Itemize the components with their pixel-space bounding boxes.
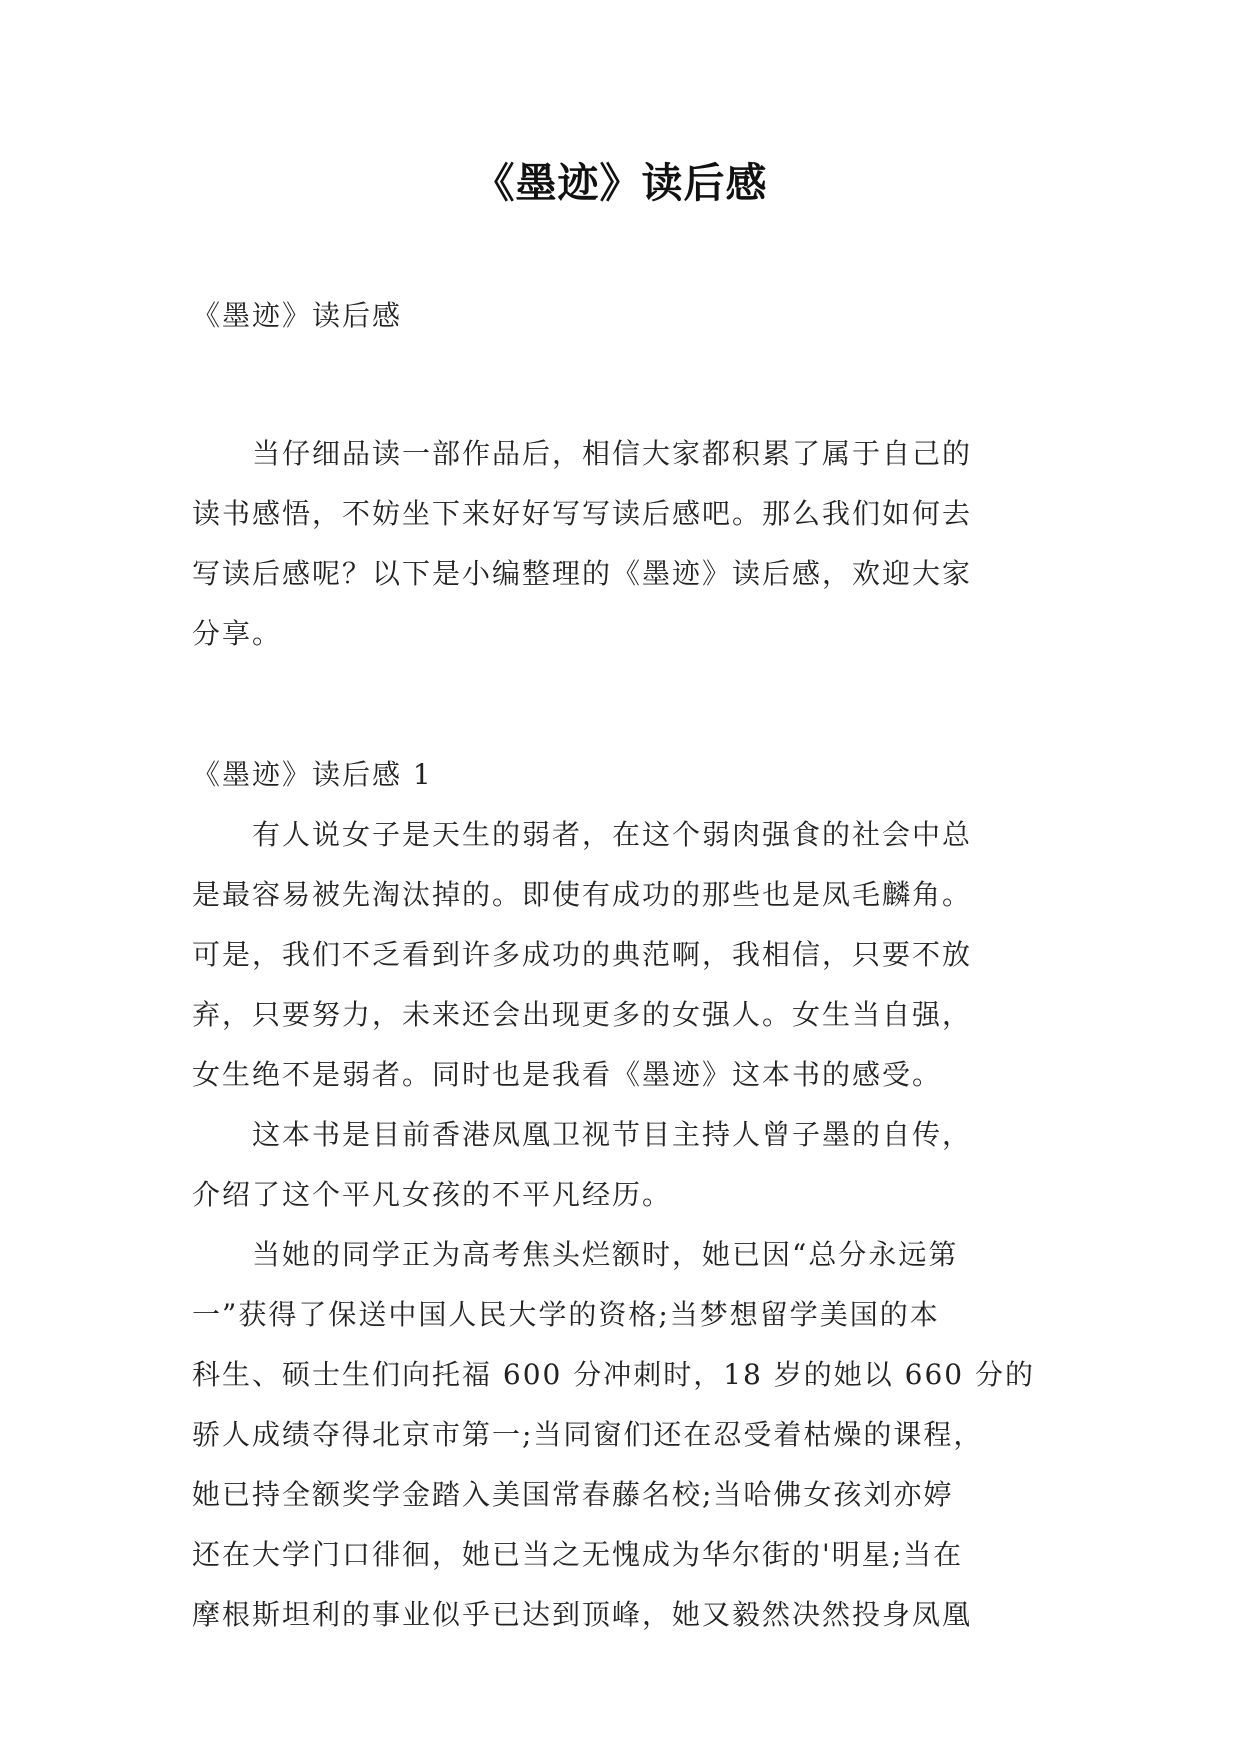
spacer	[192, 664, 1062, 745]
text-line: 弃，只要努力，未来还会出现更多的女强人。女生当自强，	[192, 998, 973, 1031]
text-line: 介绍了这个平凡女孩的不平凡经历。	[192, 1178, 673, 1211]
document-subtitle: 《墨迹》读后感	[192, 299, 403, 332]
text-line: 读书感悟，不妨坐下来好好写写读后感吧。那么我们如何去	[192, 497, 973, 530]
text-line: 女生绝不是弱者。同时也是我看《墨迹》这本书的感受。	[192, 1058, 943, 1091]
text-line: 是最容易被先淘汰掉的。即使有成功的那些也是凤毛麟角。	[192, 878, 973, 911]
text-line: 骄人成绩夺得北京市第一;当同窗们还在忍受着枯燥的课程，	[192, 1418, 984, 1451]
document-title: 《墨迹》读后感	[473, 159, 768, 207]
section-body	[192, 805, 1062, 1645]
text-line: 摩根斯坦利的事业似乎已达到顶峰，她又毅然决然投身凤凰	[192, 1598, 973, 1631]
text-line: 分享。	[192, 617, 283, 650]
text-line: 当仔细品读一部作品后，相信大家都积累了属于自己的	[192, 437, 973, 470]
text-line: 当她的同学正为高考焦头烂额时，她已因“总分永远第	[192, 1238, 959, 1271]
text-line: 写读后感呢？以下是小编整理的《墨迹》读后感，欢迎大家	[192, 557, 973, 590]
text-line: 有人说女子是天生的弱者，在这个弱肉强食的社会中总	[192, 818, 973, 851]
text-line: 这本书是目前香港凤凰卫视节目主持人曾子墨的自传，	[192, 1118, 973, 1151]
section-heading: 《墨迹》读后感 1	[192, 758, 433, 791]
text-line: 科生、硕士生们向托福 600 分冲刺时，18 岁的她以 660 分的	[192, 1358, 1036, 1391]
spacer	[192, 346, 1062, 424]
text-line: 还在大学门口徘徊，她已当之无愧成为华尔街的'明星;当在	[192, 1538, 964, 1571]
intro-paragraph	[192, 424, 1062, 664]
text-line: 一”获得了保送中国人民大学的资格;当梦想留学美国的本	[192, 1298, 940, 1331]
text-line: 她已持全额奖学金踏入美国常春藤名校;当哈佛女孩刘亦婷	[192, 1478, 954, 1511]
text-line: 可是，我们不乏看到许多成功的典范啊，我相信，只要不放	[192, 938, 973, 971]
document-body	[192, 286, 1062, 1645]
